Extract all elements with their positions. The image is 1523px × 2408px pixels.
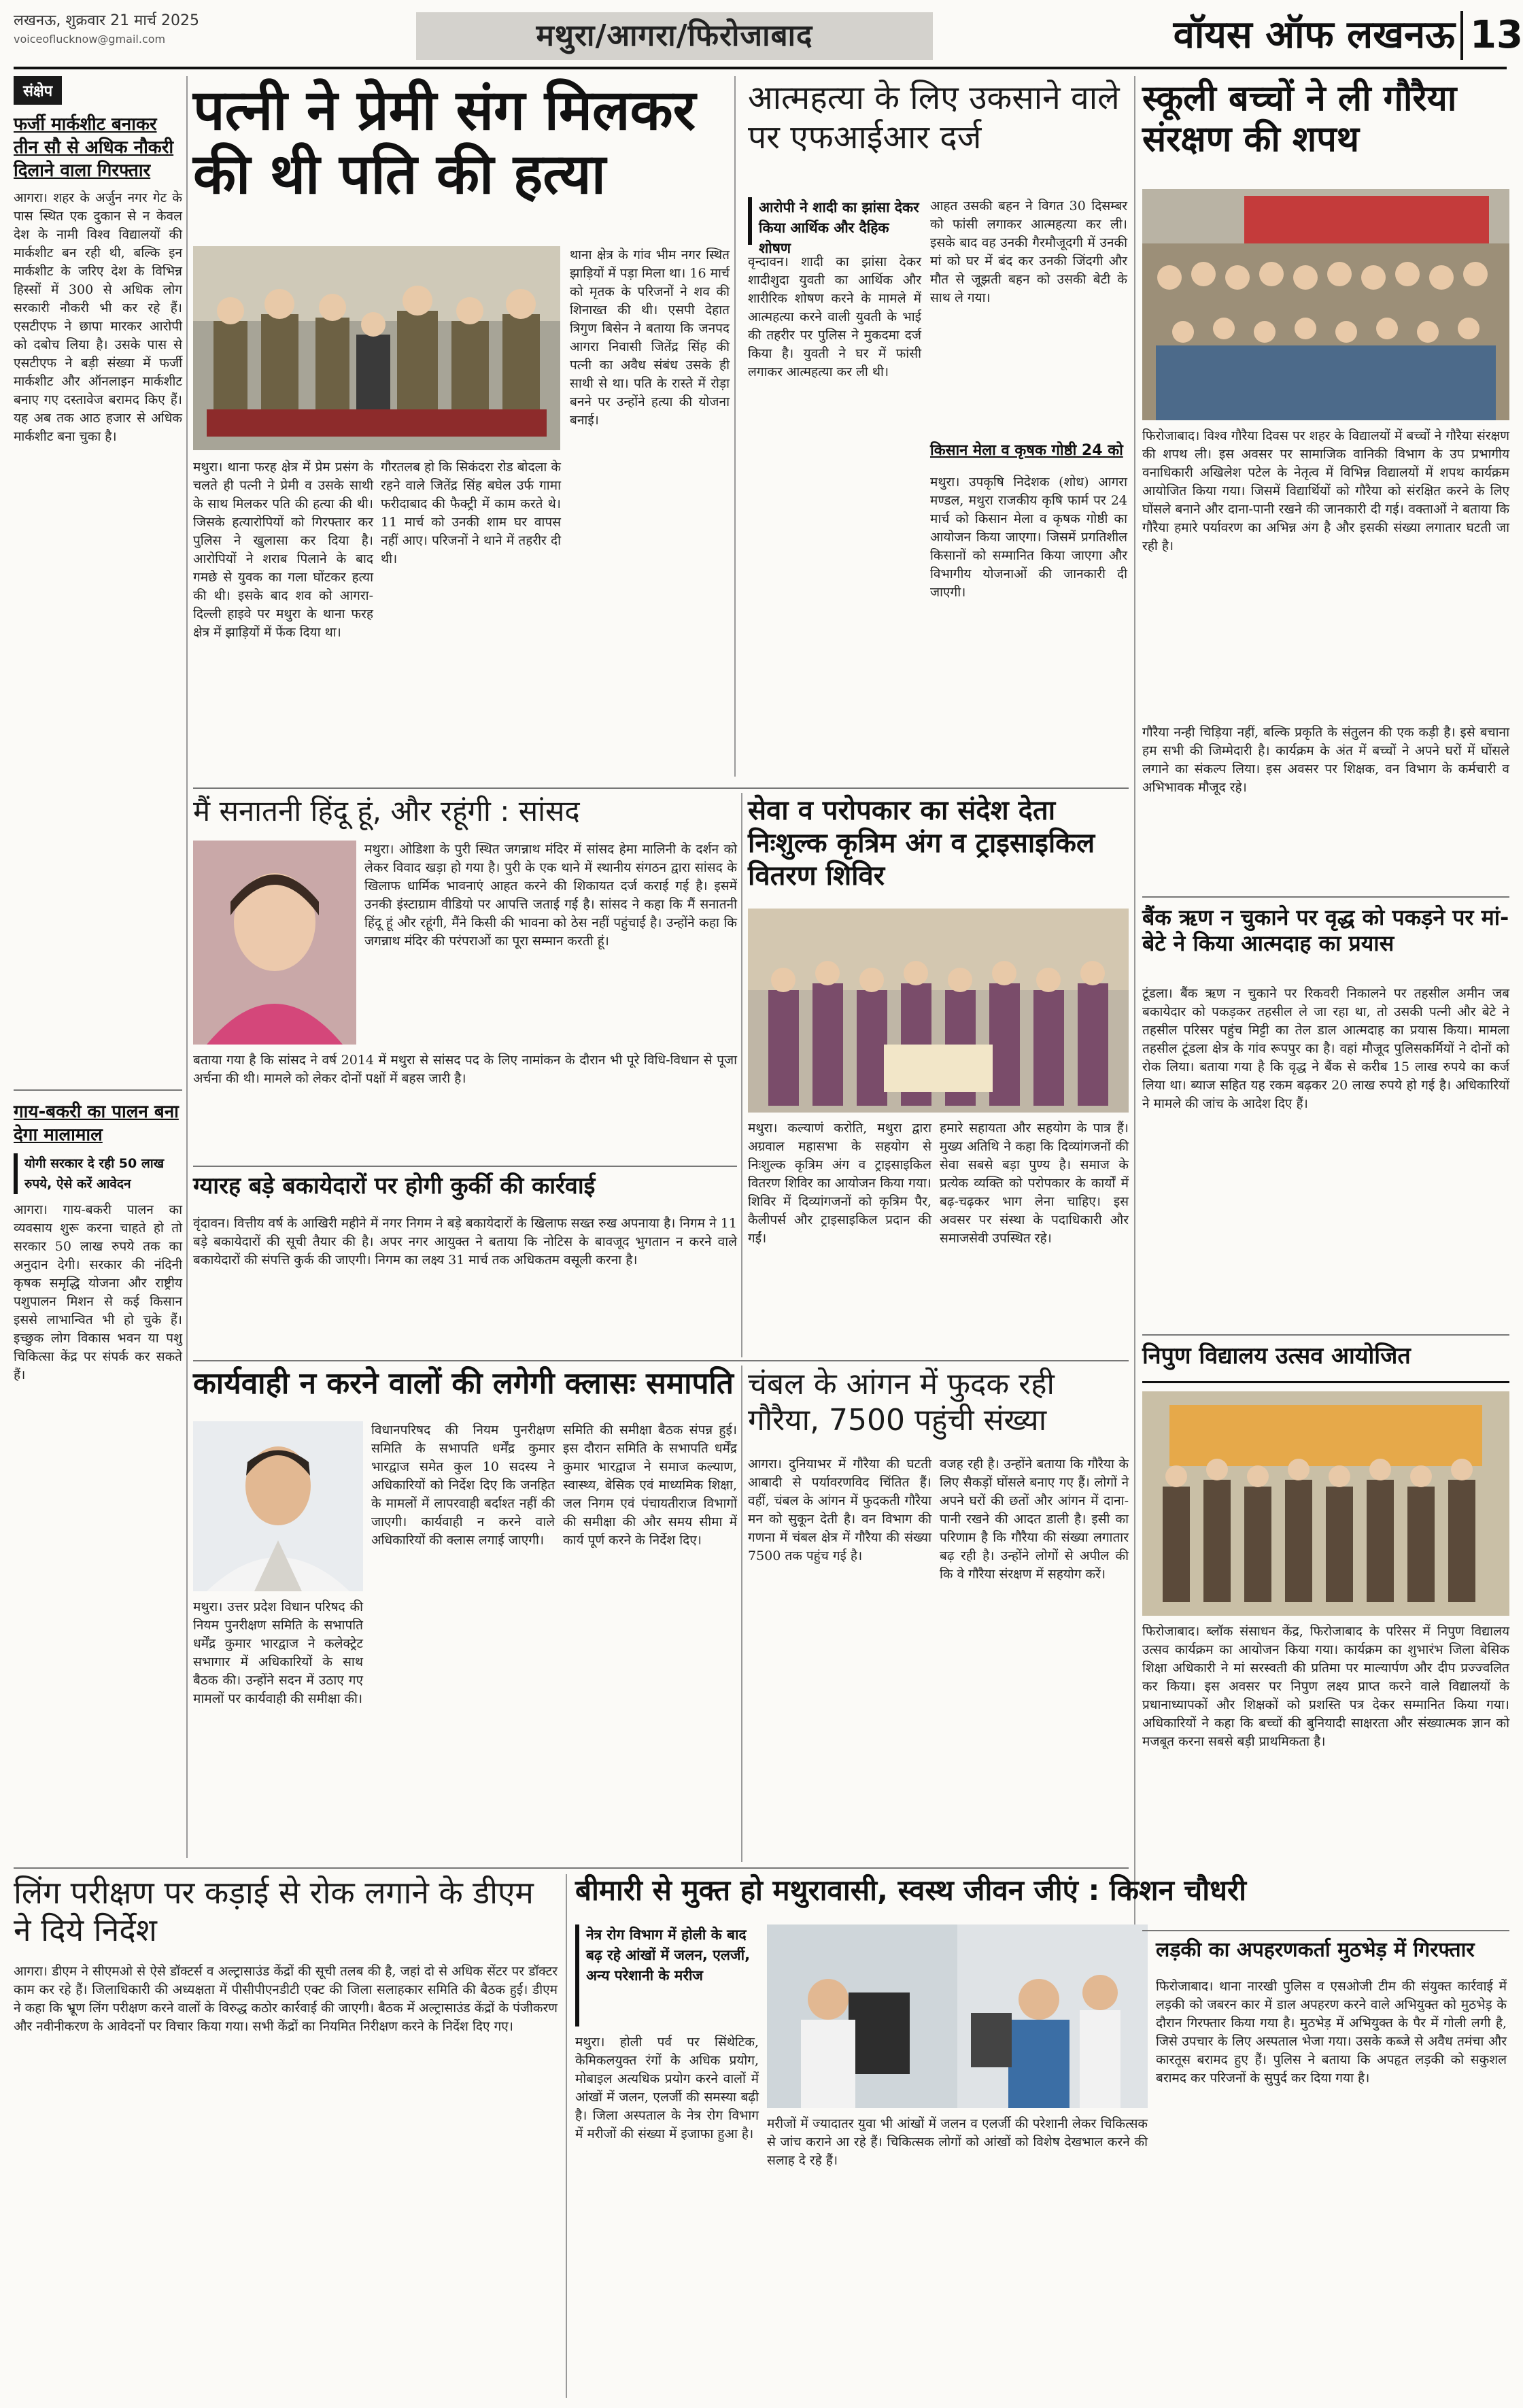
brand-logo: वॉयस ऑफ लखनऊ [1173, 13, 1455, 57]
date-text: लखनऊ, शुक्रवार 21 मार्च 2025 [14, 12, 199, 29]
sidebar-story2-headline: गाय-बकरी का पालन बना देगा मालामाल [14, 1102, 179, 1145]
kidnap-headline: लड़की का अपहरणकर्ता मुठभेड़ में गिरफ्तार [1156, 1938, 1475, 1962]
press-photo-illustration [193, 246, 560, 450]
sparrow-body-2: गौरैया नन्ही चिड़िया नहीं, बल्कि प्रकृति के संतुलन की एक कड़ी है। इसे बचाना हम सभी की जिम्मेदारी है। कार्यक्रम के अंत में बच्चों ने अपने घरों में घोंसले लगाने का संकल्प लिया। इस अवसर पर शिक्षक, वन विभाग के कर्मचारी व अभिभावक मौजूद रहे। [1142, 725, 1509, 795]
eye-bullet: नेत्र रोग विभाग में होली के बाद बढ़ रहे आंखों में जलन, एलर्जी, अन्य परेशानी के मरीज [575, 1924, 759, 2027]
nipun-photo-illustration [1142, 1391, 1509, 1616]
nipun-body: फिरोजाबाद। ब्लॉक संसाधन केंद्र, फिरोजाबाद के परिसर में निपुण विद्यालय उत्सव कार्यक्रम का आयोजन किया गया। कार्यक्रम का शुभारंभ जिला बेसिक शिक्षा अधिकारी ने मां सरस्वती की प्रतिमा पर माल्यार्पण और दीप प्रज्ज्वलित कर किया। इस अवसर पर निपुण लक्ष्य प्राप्त करने वाले विद्यालयों के प्रधानाध्यापकों और शिक्षकों को प्रशस्ति पत्र देकर सम्मानित किया गया। अधिकारियों ने कहा कि बच्चों की बुनियादी साक्षरता और संख्यात्मक ज्ञान को मजबूत करना सबसे बड़ी प्राथमिकता है। [1142, 1624, 1509, 1749]
ultrasound-headline: लिंग परीक्षण पर कड़ाई से रोक लगाने के डीएम ने दिये निर्देश [14, 1874, 534, 1949]
chambal-body-col2: वजह रही है। उन्होंने बताया कि गौरैया के लिए सैकड़ों घोंसले बनाए गए हैं। लोगों ने अपने घरों की छतों और आंगन में दाना-पानी रखने की आदत डाली है। इसी का परिणाम है कि गौरैया की संख्या लगातार बढ़ रही है। उन्होंने लोगों से अपील की कि वे गौरैया संरक्षण में सहयोग करें। [940, 1457, 1129, 1582]
eye-examination-photo [767, 1924, 1148, 2108]
camp-headline: सेवा व परोपकार का संदेश देता निःशुल्क कृत्रिम अंग व ट्राइसाइकिल वितरण शिविर [748, 795, 1095, 892]
defaulters-headline: ग्यारह बड़े बकायेदारों पर होगी कुर्की की कार्रवाई [193, 1172, 596, 1200]
students-photo-illustration [1142, 189, 1509, 420]
sidebar-story1-body: आगरा। शहर के अर्जुन नगर गेट के पास स्थित एक दुकान से न केवल देश के नामी विश्व विद्यालयों की मार्कशीट बन रही थी, बल्कि इन मार्कशीट के जरिए देश के विभिन्न हिस्सों में 300 से अधिक लोग सरकारी नौकरी भी कर रहे हैं। एसटीएफ ने छापा मारकर आरोपी को दबोच लिया है। उसके पास से एसटीएफ ने बड़ी संख्या में फर्जी मार्कशीट और ऑनलाइन मार्कशीट बनाए गए दस्तावेज बरामद किए हैं। यह अब तक आठ हजार से अधिक मार्कशीट बना चुका है। [14, 190, 182, 444]
chambal-headline: चंबल के आंगन में फुदक रही गौरैया, 7500 पहुंची संख्या [748, 1367, 1055, 1438]
sparrow-body: फिरोजाबाद। विश्व गौरैया दिवस पर शहर के विद्यालयों में बच्चों ने गौरैया संरक्षण की शपथ ली। इस अवसर पर सामाजिक वानिकी विभाग के उप प्रभागीय वनाधिकारी अखिलेश पटेल के नेतृत्व में विभिन्न विद्यालयों में शपथ कार्यक्रम आयोजित किया गया। जिसमें विद्यार्थियों को गौरैया को संरक्षित करने के लिए घोंसले बनाने और दाना-पानी रखने की जानकारी दी गई। वक्ताओं ने बताया कि गौरैया हमारे पर्यावरण का अभिन्न अंग है और इसकी संख्या लगातार घटती जा रही है। [1142, 428, 1509, 554]
defaulters-top-rule [193, 1166, 737, 1167]
class-body-col2: समिति की समीक्षा बैठक संपन्न हुई। इस दौरान समिति के सभापति धर्मेंद्र कुमार भारद्वाज ने समाज कल्याण, स्वास्थ्य, बेसिक एवं माध्यमिक शिक्षा, जल निगम एवं पंचायतीराज विभागों की समीक्षा की और समय सीमा में कार्य पूर्ण करने के निर्देश दिए। [563, 1423, 737, 1548]
contact-email: voiceoflucknow@gmail.com [14, 33, 166, 46]
mp-portrait-photo [193, 841, 356, 1045]
chambal-body-col1: आगरा। दुनियाभर में गौरैया की घटती आबादी से पर्यावरणविद चिंतित हैं। वहीं, चंबल के आंगन में फुदकती गौरैया मन को सुकून देती है। वन विभाग की गणना में चंबल क्षेत्र में गौरैया की संख्या 7500 तक पहुंच गई है। [748, 1457, 931, 1563]
mp-top-rule [193, 787, 1129, 789]
sidebar-story2-bullet: योगी सरकार दे रही 50 लाख रुपये, ऐसे करें आवेदन [14, 1153, 182, 1194]
nipun-headline: निपुण विद्यालय उत्सव आयोजित [1142, 1342, 1509, 1383]
chambal-rule [741, 1366, 742, 1862]
eye-photo-illustration [767, 1924, 1148, 2108]
sidebar-rule [186, 76, 188, 1858]
camp-body-col2: हमारे सहायता और सहयोग के पात्र हैं। मुख्य अतिथि ने कहा कि दिव्यांगजनों की सेवा सबसे बड़ा पुण्य है। समाज के प्रत्येक व्यक्ति को परोपकार के कार्यों में बढ़-चढ़कर भाग लेना चाहिए। इस अवसर पर संस्था के पदाधिकारी और समाजसेवी उपस्थित रहे। [940, 1121, 1129, 1246]
sparrow-headline: स्कूली बच्चों ने ली गौरैया संरक्षण की शपथ [1142, 78, 1457, 160]
mp-body-2: बताया गया है कि सांसद ने वर्ष 2014 में मथुरा से सांसद पद के लिए नामांकन के दौरान भी पूरे विधि-विधान से पूजा अर्चना की थी। मामले को लेकर दोनों पक्षों में बहस जारी है। [193, 1053, 737, 1086]
sidebar-story1-headline: फर्जी मार्कशीट बनाकर तीन सौ से अधिक नौकरी दिलाने वाला गिरफ्तार [14, 114, 174, 181]
defaulters-body: वृंदावन। वित्तीय वर्ष के आखिरी महीने में नगर निगम ने बड़े बकायेदारों के खिलाफ सख्त रुख अपनाया है। निगम ने 11 बड़े बकायेदारों की सूची तैयार की है। अपर नगर आयुक्त ने बताया कि नोटिस के बावजूद भुगतान न करने वाले बकायेदारों की संपत्ति कुर्क की जाएगी। निगम का लक्ष्य 31 मार्च तक अधिकतम वसूली करना है। [193, 1216, 737, 1268]
ultrasound-body: आगरा। डीएम ने सीएमओ से ऐसे डॉक्टर्स व अल्ट्रासाउंड केंद्रों की सूची तलब की है, जहां दो से अधिक सेंटर पर डॉक्टर काम कर रहे हैं। जिलाधिकारी की अध्यक्षता में पीसीपीएनडीटी एक्ट की जिला सलाहकार समिति की बैठक हुई। डीएम ने कहा कि भ्रूण लिंग परीक्षण करने वालों के विरुद्ध कठोर कार्रवाई की जाएगी। बैठक में अल्ट्रासाउंड केंद्रों के पंजीकरण और नवीनीकरण के आवेदनों पर विचार किया गया। सभी केंद्रों का नियमित निरीक्षण करने के निर्देश दिए गए। [14, 1964, 558, 2034]
kisan-mela-body: मथुरा। उपकृषि निदेशक (शोध) आगरा मण्डल, मथुरा राजकीय कृषि फार्म पर 24 मार्च को किसान मेला व कृषक गोष्ठी का आयोजन किया जाएगा। जिसमें प्रगतिशील किसानों को सम्मानित किया जाएगा और विभागीय योजनाओं की जानकारी दी जाएगी। [930, 475, 1127, 600]
bottom-top-rule [14, 1867, 1129, 1869]
eye-body-col1: मथुरा। होली पर्व पर सिंथेटिक, केमिकलयुक्त रंगों के अधिक प्रयोग, मोबाइल अत्यधिक प्रयोग करने वालों में आंखों में जलन, एलर्जी की समस्या बढ़ी है। जिला अस्पताल के नेत्र रोग विभाग में मरीजों की संख्या में इजाफा हुआ है। [575, 2035, 759, 2141]
mp-body: मथुरा। ओडिशा के पुरी स्थित जगन्नाथ मंदिर में सांसद हेमा मालिनी के दर्शन को लेकर विवाद खड़ा हो गया है। पुरी के एक थाने में स्थानीय संगठन द्वारा सांसद के खिलाफ धार्मिक भावनाएं आहत करने की शिकायत दर्ज कराई गई है। इसमें उनकी इंस्टाग्राम वीडियो पर आपत्ति जताई गई है। सांसद ने कहा कि मैं सनातनी हिंदू हूं और रहूंगी, मैंने किसी की भावना को ठेस नहीं पहुंचाई है। उन्होंने कहा कि जगन्नाथ मंदिर की परंपराओं का पूरा सम्मान करती हूं। [364, 842, 737, 949]
loan-headline: बैंक ऋण न चुकाने पर वृद्ध को पकड़ने पर मां-बेटे ने किया आत्मदाह का प्रयास [1142, 904, 1509, 957]
sidebar [14, 76, 182, 1858]
students-group-photo [1142, 189, 1509, 420]
official-portrait-photo [193, 1421, 363, 1591]
class-top-rule [193, 1360, 1129, 1361]
class-headline: कार्यवाही न करने वालों की लगेगी क्लासः समापति [193, 1366, 734, 1401]
right-column-rule [1134, 76, 1135, 1926]
lead-headline: पत्नी ने प्रेमी संग मिलकर की थी पति की हत्या [193, 78, 696, 207]
ultrasound-rule [566, 1874, 567, 2398]
nipun-top-rule [1142, 1334, 1509, 1336]
lead-body-col3: थाना क्षेत्र के गांव भीम नगर स्थित झाड़ियों में पड़ा मिला था। 16 मार्च को मृतक के परिजनों ने शव की शिनाख्त की थी। एसपी देहात त्रिगुण बिसेन ने बताया कि जनपद आगरा निवासी जितेंद्र सिंह की पत्नी का अवैध संबंध उसके ही साथी से था। पति के रास्ते में रोड़ा बनने पर उन्होंने हत्या की योजना बनाई। [570, 248, 730, 428]
fir-bullet: आरोपी ने शादी का झांसा देकर किया आर्थिक और दैहिक शोषण [748, 197, 921, 245]
camp-stage-group-photo [748, 909, 1129, 1113]
eye-headline: बीमारी से मुक्त हो मथुरावासी, स्वस्थ जीवन जीएं : किशन चौधरी [575, 1873, 1246, 1907]
fir-headline: आत्महत्या के लिए उकसाने वाले पर एफआईआर दर्ज [748, 79, 1120, 156]
camp-photo-illustration [748, 909, 1129, 1113]
section-banner: मथुरा/आगरा/फिरोजाबाद [416, 12, 933, 60]
masthead-date [14, 10, 422, 46]
lead-body-col2: गौरतलब हो कि सिकंदरा रोड बोदला के रहने वाले जितेंद्र सिंह बघेल उर्फ गामा फरीदाबाद की फैक्ट्री में काम करते थे। 11 मार्च को उनकी शाम घर वापस नहीं आए। परिजनों ने थाने में तहरीर दी थी। [381, 460, 561, 566]
loan-top-rule [1142, 896, 1509, 898]
loan-body: टूंडला। बैंक ऋण न चुकाने पर रिकवरी निकालने पर तहसील अमीन जब बकायेदार को पकड़कर तहसील ले जा रहा था, तो उसकी पत्नी और बेटे ने तहसील परिसर पहुंच मिट्टी का तेल डाल आत्मदाह का प्रयास किया। मामला तहसील टूंडला क्षेत्र के गांव रूपपुर का है। वहां मौजूद पुलिसकर्मियों ने दोनों को रोक लिया। बताया गया है कि वृद्ध ने बैंक से करीब 15 लाख रुपये का कर्ज लिया था। ब्याज सहित यह रकम बढ़कर 20 लाख रुपये हो गई है। अधिकारियों ने मामले की जांच के आदेश दिए हैं। [1142, 986, 1509, 1111]
lead-column-rule [734, 76, 736, 777]
kidnap-body: फिरोजाबाद। थाना नारखी पुलिस व एसओजी टीम की संयुक्त कार्रवाई में लड़की को जबरन कार में डाल अपहरण करने वाले अभियुक्त को मुठभेड़ के दौरान गिरफ्तार किया गया है। मुठभेड़ में अभियुक्त के पैर में गोली लगी है, जिसे उपचार के लिए अस्पताल भेजा गया। उसके कब्जे से अवैध तमंचा और कारतूस बरामद हुए हैं। पुलिस ने बताया कि अपहृत लड़की को सकुशल बरामद कर परिजनों के सुपुर्द कर दिया गया है। [1156, 1979, 1507, 2086]
police-press-conference-photo [193, 246, 560, 450]
kidnap-top-rule [1142, 1930, 1509, 1931]
sidebar-divider [14, 1089, 182, 1091]
class-body-col1: विधानपरिषद की नियम पुनरीक्षण समिति के सभापति धर्मेंद्र कुमार भारद्वाज समेत कुल 10 सदस्य ने अधिकारियों को निर्देश दिए कि जनहित के मामलों में लापरवाही बर्दाश्त नहीं की जाएगी। कार्यवाही न करने वाले अधिकारियों की क्लास लगाई जाएगी। [371, 1423, 555, 1548]
camp-rule [741, 793, 742, 1357]
sidebar-story2-body: आगरा। गाय-बकरी पालन का व्यवसाय शुरू करना चाहते हो तो सरकार 50 लाख रुपये तक का अनुदान देगी। सरकार की नंदिनी कृषक समृद्धि योजना और राष्ट्रीय पशुपालन मिशन से कई किसान इससे लाभान्वित भी हो चुके हैं। इच्छुक लोग विकास भवन या पशु चिकित्सा केंद्र पर संपर्क कर सकते हैं। [14, 1202, 182, 1383]
mp-headline: मैं सनातनी हिंदू हूं, और रहूंगी : सांसद [193, 794, 580, 828]
sidebar-tag: संक्षेप [14, 76, 62, 105]
kisan-mela-headline: किसान मेला व कृषक गोष्ठी 24 को [930, 442, 1123, 459]
camp-body-col1: मथुरा। कल्याणं करोति, मथुरा द्वारा अग्रवाल महासभा के सहयोग से निःशुल्क कृत्रिम अंग व ट्राइसाइकिल वितरण शिविर का आयोजन किया गया। शिविर में दिव्यांगजनों को कृत्रिम पैर, कैलीपर्स और ट्राइसाइकिल प्रदान की गईं। [748, 1121, 931, 1246]
page-number: 13 [1460, 11, 1508, 60]
lead-body-col1: मथुरा। थाना फरह क्षेत्र में प्रेम प्रसंग के चलते ही पत्नी ने प्रेमी व उसके साथी के साथ मिलकर पति की हत्या की थी। जिसके हत्यारोपियों को गिरफ्तार कर पुलिस ने खुलासा कर दिया है। आरोपियों ने शराब पिलाने के बाद गमछे से युवक का गला घोंटकर हत्या की थी। इसके बाद शव को आगरा-दिल्ली हाइवे पर मथुरा के थाना फरह क्षेत्र में झाड़ियों में फेंक दिया था। [193, 460, 373, 640]
fir-body-col2: आहत उसकी बहन ने विगत 30 दिसम्बर को फांसी लगाकर आत्महत्या कर ली। इसके बाद वह उनकी गैरमौजूदगी में उनकी मां को घर में बंद कर उनकी जिंदगी और मौत से जूझती बहन को उसकी बेटी के साथ ले गया। [930, 199, 1127, 305]
official-photo-illustration [193, 1421, 363, 1591]
fir-body-col1: वृन्दावन। शादी का झांसा देकर शादीशुदा युवती का आर्थिक और शारीरिक शोषण करने के मामले में आत्महत्या करने वाली युवती के भाई की तहरीर पर पुलिस ने मुकदमा दर्ज किया है। युवती ने घर में फांसी लगाकर आत्महत्या कर ली थी। [748, 254, 921, 379]
class-body-col0: मथुरा। उत्तर प्रदेश विधान परिषद की नियम पुनरीक्षण समिति के सभापति धर्मेंद्र कुमार भारद्वाज ने कलेक्ट्रेट सभागार में अधिकारियों के साथ बैठक की। उन्होंने सदन में उठाए गए मामलों पर कार्यवाही की समीक्षा की। [193, 1599, 363, 1706]
mp-photo-illustration [193, 841, 356, 1045]
masthead-rule [14, 67, 1507, 69]
nipun-ceremony-photo [1142, 1391, 1509, 1616]
eye-body-col2: मरीजों में ज्यादातर युवा भी आंखों में जलन व एलर्जी की परेशानी लेकर चिकित्सक से जांच कराने आ रहे हैं। चिकित्सक लोगों को आंखों को विशेष देखभाल करने की सलाह दे रहे हैं। [767, 2116, 1148, 2168]
